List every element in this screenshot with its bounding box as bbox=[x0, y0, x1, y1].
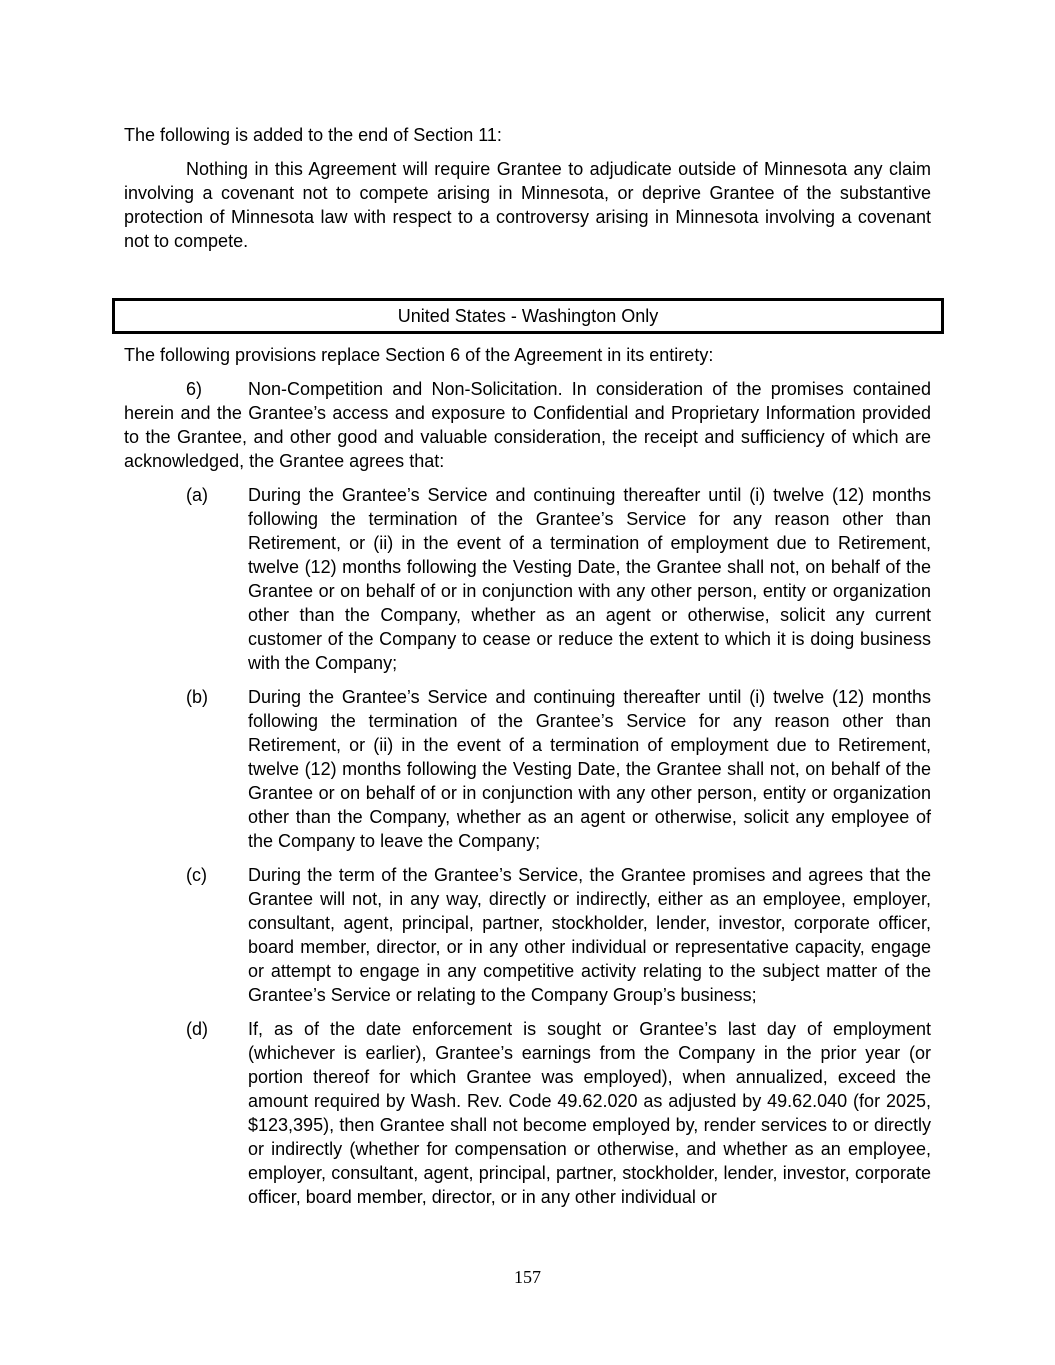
washington-intro: The following provisions replace Section 6 of the Agreement in its entirety: bbox=[124, 345, 714, 365]
list-item-text: During the Grantee’s Service and continuing thereafter until (i) twelve (12) months following the termination of the Grantee’s Service for any reason other than Retirement, or (ii) in the event of a termination of employment due to Retirement, twelve (12) months following the Vesting Date, the Grantee shall not, on behalf of the Grantee or on behalf of or in conjunction with any other person, entity or organization other than the Company, whether as an agent or otherwise, solicit any current customer of the Company to cease or reduce the extent to which it is doing business with the Company; bbox=[248, 485, 931, 673]
list-item-d bbox=[124, 1017, 931, 1209]
washington-section bbox=[124, 343, 931, 1209]
list-item-text: If, as of the date enforcement is sought or Grantee’s last day of employment (whichever is earlier), Grantee’s earnings from the Company in the prior year (or portion thereof for which Grantee was employed), when annualized, exceed the amount required by Wash. Rev. Code 49.62.020 as adjusted by 49.62.040 (for 2025, $123,395), then Grantee shall not become employed by, render services to or directly or indirectly (whether for compensation or otherwise, and whether as an employee, employer, consultant, agent, principal, partner, stockholder, lender, investor, corporate officer, board member, director, or in any other individual or bbox=[248, 1019, 931, 1207]
list-item-label: (b) bbox=[186, 687, 208, 707]
list-item-label: (d) bbox=[186, 1019, 208, 1039]
section-6-lead bbox=[124, 377, 931, 473]
section-6-number: 6) bbox=[186, 379, 203, 399]
washington-header-title: United States - Washington Only bbox=[397, 306, 659, 326]
washington-header-box bbox=[112, 298, 944, 334]
section-11-addendum bbox=[124, 123, 931, 253]
list-item-label: (a) bbox=[186, 485, 208, 505]
list-item-c bbox=[124, 863, 931, 1007]
list-item-a bbox=[124, 483, 931, 675]
list-item-label: (c) bbox=[186, 865, 207, 885]
page-number: 157 bbox=[514, 1267, 541, 1287]
list-item-b bbox=[124, 685, 931, 853]
list-item-text: During the Grantee’s Service and continuing thereafter until (i) twelve (12) months following the termination of the Grantee’s Service for any reason other than Retirement, or (ii) in the event of a termination of employment due to Retirement, twelve (12) months following the Vesting Date, the Grantee shall not, on behalf of the Grantee or on behalf of or in conjunction with any other person, entity or organization other than the Company, whether as an agent or otherwise, solicit any employee of the Company to leave the Company; bbox=[248, 687, 931, 851]
list-item-text: During the term of the Grantee’s Service, the Grantee promises and agrees that the Grantee will not, in any way, directly or indirectly, either as an employee, employer, consultant, agent, principal, partner, stockholder, lender, investor, corporate officer, board member, director, or in any other individual or representative capacity, engage or attempt to engage in any competitive activity relating to the subject matter of the Grantee’s Service or relating to the Company Group’s business; bbox=[248, 865, 931, 1005]
section-6-lead-text: Non-Competition and Non-Solicitation. In consideration of the promises contained herein and the Grantee’s access and exposure to Confidential and Proprietary Information provided to the Grantee, and other good and valuable consideration, the receipt and sufficiency of which are acknowledged, the Grantee agrees that: bbox=[124, 379, 931, 471]
section-11-intro: The following is added to the end of Section 11: bbox=[124, 125, 502, 145]
section-11-body: Nothing in this Agreement will require Grantee to adjudicate outside of Minnesota any claim involving a covenant not to compete arising in Minnesota, or deprive Grantee of the substantive protection of Minnesota law with respect to a controversy arising in Minnesota involving a covenant not to compete. bbox=[124, 159, 931, 251]
